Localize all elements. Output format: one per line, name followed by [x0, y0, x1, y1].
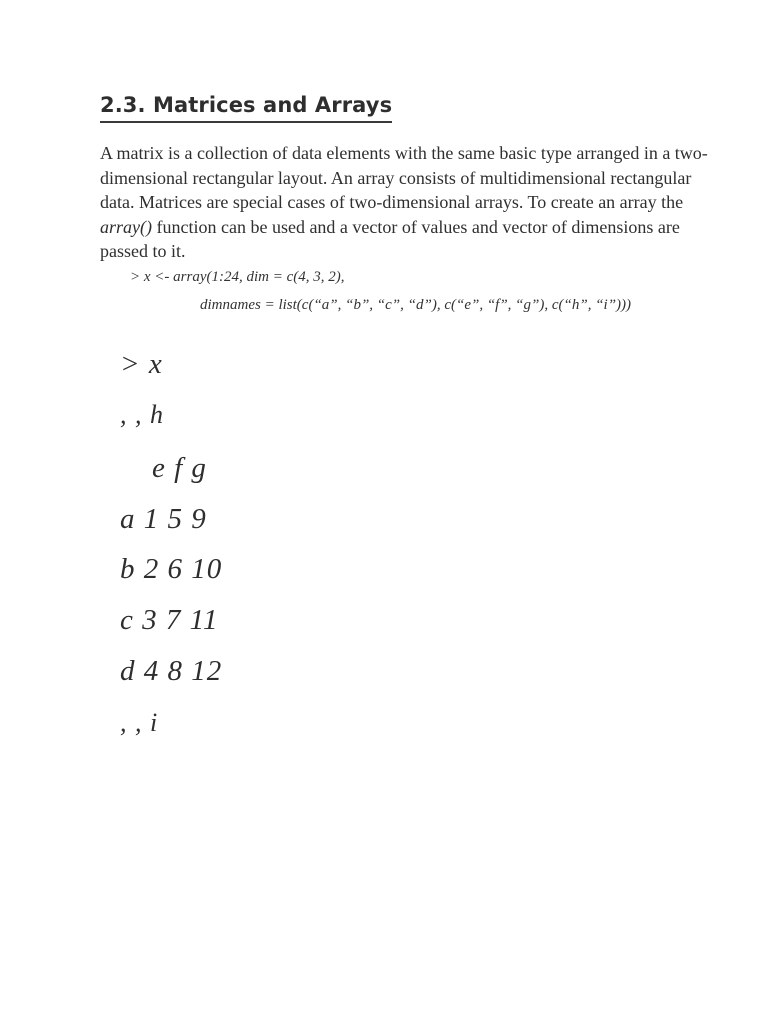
function-name: array() [100, 216, 152, 237]
body-paragraph [100, 141, 708, 264]
output-row: d 4 8 12 [120, 655, 223, 687]
paragraph-line: A matrix is a collection of data elements with the same basic type arranged in a two- [100, 143, 708, 163]
paragraph-line [100, 215, 680, 240]
output-slice-label: , , h [120, 400, 164, 429]
output-row: b 2 6 10 [120, 553, 223, 585]
output-prompt: > x [120, 348, 163, 380]
output-row: c 3 7 11 [120, 604, 219, 636]
output-slice-label: , , i [120, 708, 159, 737]
section-heading: 2.3. Matrices and Arrays [100, 93, 392, 123]
output-row: a 1 5 9 [120, 503, 207, 535]
paragraph-line: dimensional rectangular layout. An array consists of multidimensional rectangular [100, 167, 692, 188]
paragraph-line: data. Matrices are special cases of two-dimensional arrays. To create an array the [100, 192, 684, 212]
paragraph-text: function can be used and a vector of values and vector of dimensions are [152, 216, 680, 237]
code-line: > x <- array(1:24, dim = c(4, 3, 2), [130, 269, 345, 285]
paragraph-line: passed to it. [100, 241, 186, 261]
code-line: dimnames = list(c(“a”, “b”, “c”, “d”), c(“e”, “f”, “g”), c(“h”, “i”))) [200, 297, 632, 313]
output-column-header: e f g [152, 452, 207, 484]
